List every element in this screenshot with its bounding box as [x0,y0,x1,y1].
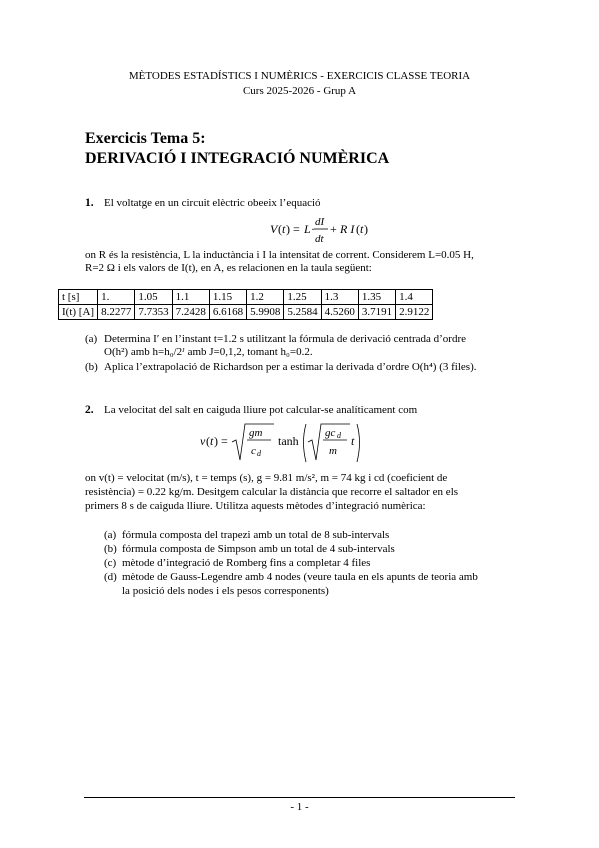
svg-text:v: v [200,434,206,448]
svg-text:tanh: tanh [278,434,299,448]
svg-text:) =: ) = [286,222,300,236]
table-cell: 5.9908 [247,305,284,320]
table-cell: 1.35 [358,290,395,305]
table-cell: 1.25 [284,290,321,305]
exercise-2-number: 2. [85,404,94,416]
svg-text:t: t [351,434,355,448]
page-title [85,129,389,169]
svg-text:d: d [337,431,341,440]
page-number: - 1 - [290,801,309,813]
svg-text:gm: gm [249,427,263,439]
table-cell: 7.7353 [135,305,172,320]
table-cell: 6.6168 [209,305,246,320]
exercise-1-item-a-label: (a) [85,333,98,345]
exercise-2-description-2: resistència) = 0.22 kg/m. Desitgem calcular la distància que recorre el saltador en els [85,486,459,498]
table-cell: 1.2 [247,290,284,305]
table-cell: 1. [98,290,135,305]
svg-text:) =: ) = [214,434,228,448]
svg-text:R I: R I [340,222,355,236]
table-cell: 7.2428 [172,305,209,320]
svg-text:(: ( [206,434,210,448]
header-line-1: MÈTODES ESTADÍSTICS I NUMÈRICS - EXERCICIS CLASSE TEORIA [128,70,471,82]
table-cell: I(t) [A] [59,305,98,320]
svg-text:L: L [304,222,311,236]
exercise-2-description-3: primers 8 s de caiguda lliure. Utilitza aquests mètodes d’integració numèrica: [85,500,426,512]
exercise-1-description-1: on R és la resistència, L la inductància i I la intensitat de corrent. Considerem L=0.05 H, [85,249,474,261]
svg-text:c: c [251,445,256,457]
table-cell: 4.5260 [321,305,358,320]
table-cell: 5.2584 [284,305,321,320]
exercise-2-intro: La velocitat del salt en caiguda lliure pot calcular-se analíticament com [104,404,418,416]
exercise-1-description-2: R=2 Ω i els valors de I(t), en A, es relacionen en la taula següent: [85,262,372,274]
svg-text:(: ( [356,222,360,236]
table-cell: 1.3 [321,290,358,305]
exercise-1-item-b-text: Aplica l’extrapolació de Richardson per a estimar la derivada d’ordre O(h⁴) (3 files). [104,361,477,373]
svg-text:·: · [311,222,315,236]
footer-divider [84,797,515,798]
table-cell: 1.4 [396,290,433,305]
exercise-2-item-d-text-cont: la posició dels nodes i els pesos corresponents) [122,585,329,597]
exercise-2-item-c-text: mètode d’integració de Romberg fins a completar 4 files [122,557,371,569]
table-cell: 1.1 [172,290,209,305]
svg-text:t: t [282,222,286,236]
exercise-2-item-a-label: (a) [104,529,117,541]
svg-text:dI: dI [315,216,325,228]
title-line-2: DERIVACIÓ I INTEGRACIÓ NUMÈRICA [85,150,390,167]
current-table [58,289,433,320]
svg-text:d: d [257,449,261,458]
svg-text:t: t [210,434,214,448]
exercise-1-item-a-text-2: O(h²) amb h=h₀/2ᴶ amb J=0,1,2, tomant h₀=0.2. [104,346,313,358]
exercise-2-item-b-text: fórmula composta de Simpson amb un total de 4 sub-intervals [122,543,395,555]
exercise-1-number: 1. [85,197,94,209]
table-cell: 8.2277 [98,305,135,320]
exercise-2-item-d-label: (d) [104,571,117,583]
exercise-2-description-1: on v(t) = velocitat (m/s), t = temps (s), g = 9.81 m/s², m = 74 kg i cd (coeficient de [85,472,448,484]
table-cell: 2.9122 [396,305,433,320]
svg-text:+: + [330,222,337,236]
table-cell: 1.05 [135,290,172,305]
svg-text:dt: dt [315,233,324,245]
svg-text:): ) [364,222,368,236]
exercise-2-item-b-label: (b) [104,543,117,555]
exercise-1-intro: El voltatge en un circuit elèctric obeeix l’equació [104,197,321,209]
exercise-2-item-c-label: (c) [104,557,117,569]
table-row-current [59,305,433,320]
svg-text:t: t [360,222,364,236]
table-row-time [59,290,433,305]
table-cell: t [s] [59,290,98,305]
svg-text:m: m [329,445,337,457]
exercise-2-item-a-text: fórmula composta del trapezi amb un total de 8 sub-intervals [122,529,390,541]
exercise-1-item-b-label: (b) [85,361,98,373]
exercise-1-item-a-text-1: Determina I′ en l’instant t=1.2 s utilitzant la fórmula de derivació centrada d’ordre [104,333,467,345]
svg-text:gc: gc [325,427,336,439]
table-cell: 3.7191 [358,305,395,320]
exercise-2-equation [200,418,380,466]
table-cell: 1.15 [209,290,246,305]
title-line-1: Exercicis Tema 5: [85,130,206,147]
svg-text:V: V [270,222,278,236]
exercise-2-item-d-text: mètode de Gauss-Legendre amb 4 nodes (veure taula en els apunts de teoria amb [122,571,478,583]
header-line-2: Curs 2025-2026 - Grup A [242,85,357,97]
exercise-1-equation [270,213,380,247]
svg-text:(: ( [278,222,282,236]
